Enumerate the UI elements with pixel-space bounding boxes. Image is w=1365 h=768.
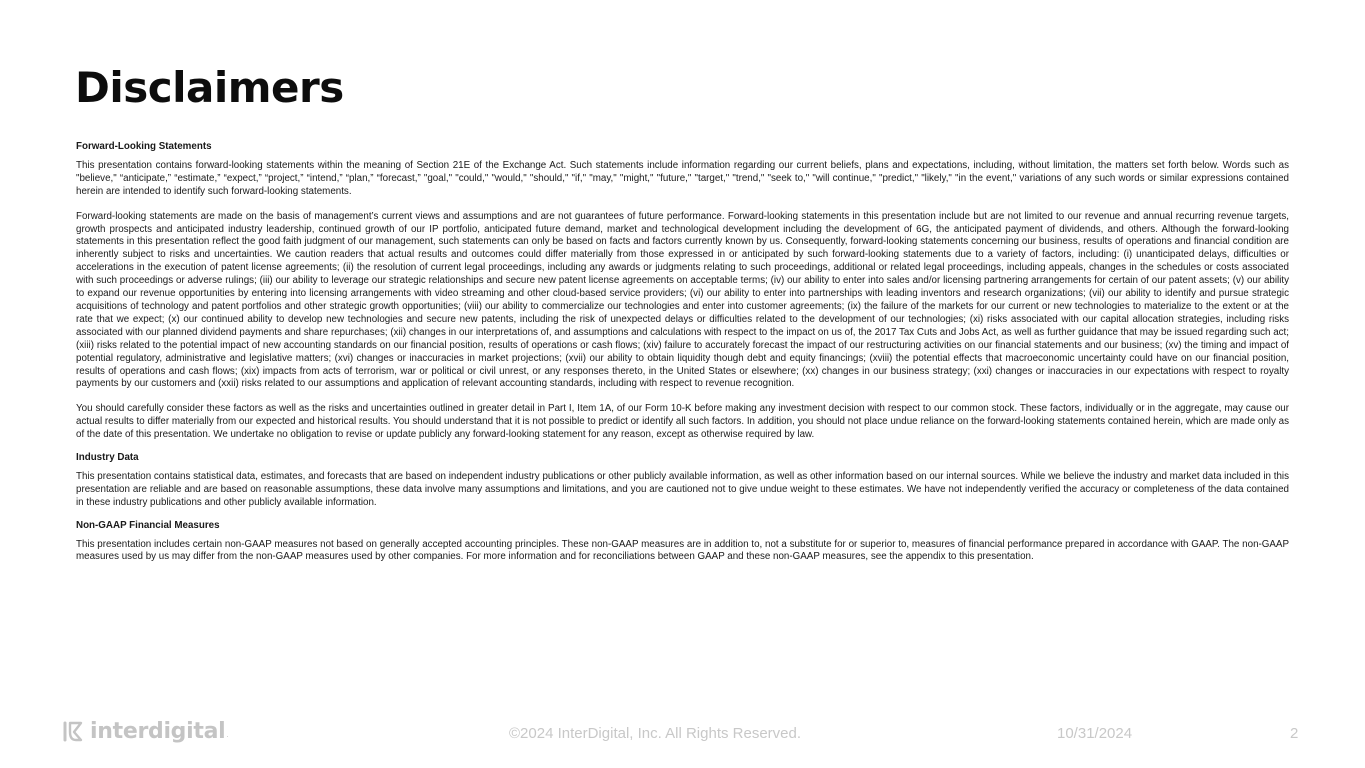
forward-looking-paragraph-1: This presentation contains forward-looking statements within the meaning of Section 21E of the Exchange Act. Such statements include information regarding our current beliefs, plans and expectations, including, without limitation, the matters set forth below. Words such as "believe," “anticipate,” “estimate,” “expect,” “project,” “intend,” “plan,” “forecast,” "goal," "could," "would," "should," "if," "may," "might," "future," "target," "trend," "seek to," "will continue," "predict," "likely," "in the event," variations of any such words or similar expressions contained herein are intended to identify such forward-looking statements. xyxy=(76,159,1289,197)
section-heading-forward-looking: Forward-Looking Statements xyxy=(76,141,212,152)
page-title: Disclaimers xyxy=(75,63,344,112)
company-logo xyxy=(62,719,229,744)
disclaimer-content xyxy=(76,141,1289,564)
slide-footer xyxy=(0,715,1365,755)
logo-text: interdigital xyxy=(90,719,226,744)
page-number: 2 xyxy=(1290,725,1299,742)
section-heading-industry-data: Industry Data xyxy=(76,452,139,464)
logo-mark: . xyxy=(226,730,229,739)
non-gaap-paragraph: This presentation includes certain non-GAAP measures not based on generally accepted accounting principles. These non-GAAP measures are in addition to, not a substitute for or superior to, measures of financial performance prepared in accordance with GAAP. The non-GAAP measures used by us may differ from the non-GAAP measures used by other companies. For more information and for reconciliations between GAAP and these non-GAAP measures, see the appendix to this presentation. xyxy=(76,538,1289,563)
presentation-date: 10/31/2024 xyxy=(1057,725,1133,742)
forward-looking-paragraph-3: You should carefully consider these factors as well as the risks and uncertainties outlined in greater detail in Part I, Item 1A, of our Form 10-K before making any investment decision with respect to our common stock. These factors, individually or in the aggregate, may cause our actual results to differ materially from our expected and historical results. You should understand that it is not possible to predict or identify all such factors. In addition, you should not place undue reliance on the forward-looking statements contained herein, which are made only as of the date of this presentation. We undertake no obligation to revise or update publicly any forward-looking statement for any reason, except as otherwise required by law. xyxy=(76,403,1289,441)
copyright-text: ©2024 InterDigital, Inc. All Rights Reserved. xyxy=(509,725,802,742)
forward-looking-paragraph-2: Forward-looking statements are made on the basis of management’s current views and assumptions and are not guarantees of future performance. Forward-looking statements in this presentation include but are not limited to our revenue and annual recurring revenue targets, growth prospects and anticipated industry leadership, continued growth of our IP portfolio, anticipated future demand, market and technological development including the development of 6G, the anticipated payment of dividends, and others. Although the forward-looking statements in this presentation reflect the good faith judgment of our management, such statements can only be based on facts and factors currently known by us. Consequently, forward-looking statements concerning our business, results of operations and financial condition are inherently subject to risks and uncertainties. We caution readers that actual results and outcomes could differ materially from those expressed in or anticipated by such forward-looking statements due to a variety of factors, including: (i) unanticipated delays, difficulties or accelerations in the execution of patent license agreements; (ii) the resolution of current legal proceedings, including any awards or judgments relating to such proceedings, additional or related legal proceedings, including appeals, changes in the schedules or costs associated with such proceedings or adverse rulings; (iii) our ability to leverage our strategic relationships and secure new patent license agreements on acceptable terms; (iv) our ability to enter into sales and/or licensing partnering arrangements for certain of our patent assets; (v) our ability to expand our revenue opportunities by entering into licensing arrangements with video streaming and other cloud-based service providers; (vi) our ability to enter into partnerships with leading inventors and research organizations; (vii) our ability to identify and pursue strategic acquisitions of technology and patent portfolios and other strategic growth opportunities; (viii) our ability to commercialize our technologies and enter into customer agreements; (ix) the failure of the markets for our current or new technologies to materialize to the extent or at the rate that we expect; (x) our continued ability to develop new technologies and secure new patents, including the risk of unexpected delays or difficulties related to the development of our technologies; (xi) risks associated with our capital allocation strategies, including risks associated with our planned dividend payments and share repurchases; (xii) changes in our interpretations of, and assumptions and calculations with respect to the impact on us of, the 2017 Tax Cuts and Jobs Act, as well as further guidance that may be issued regarding such act; (xiii) risks related to the potential impact of new accounting standards on our financial position, results of operations or cash flows; (xiv) failure to accurately forecast the impact of our restructuring activities on our financial statements and our business; (xv) the timing and impact of potential regulatory, administrative and legislative matters; (xvi) changes or inaccuracies in market projections; (xvii) our ability to obtain liquidity though debt and equity financings; (xviii) the potential effects that macroeconomic uncertainty could have on our financial position, results of operations and cash flows; (xix) impacts from acts of terrorism, war or political or civil unrest, or any responses thereto, in the United States or elsewhere; (xx) changes in our business strategy; (xxi) changes or inaccuracies in our expectations with respect to royalty payments by our customers and (xxii) risks related to our assumptions and application of relevant accounting standards, including with respect to revenue recognition. xyxy=(76,210,1289,390)
interdigital-logo-icon xyxy=(62,720,84,744)
section-heading-non-gaap: Non-GAAP Financial Measures xyxy=(76,519,220,531)
industry-data-paragraph: This presentation contains statistical data, estimates, and forecasts that are based on independent industry publications or other publicly available information, as well as other information based on our internal sources. While we believe the industry and market data included in this presentation are reliable and are based on reasonable assumptions, these data involve many assumptions and limitations, and you are cautioned not to give undue weight to these estimates. We have not independently verified the accuracy or completeness of the data contained in these industry publications and other publicly available information. xyxy=(76,470,1289,508)
